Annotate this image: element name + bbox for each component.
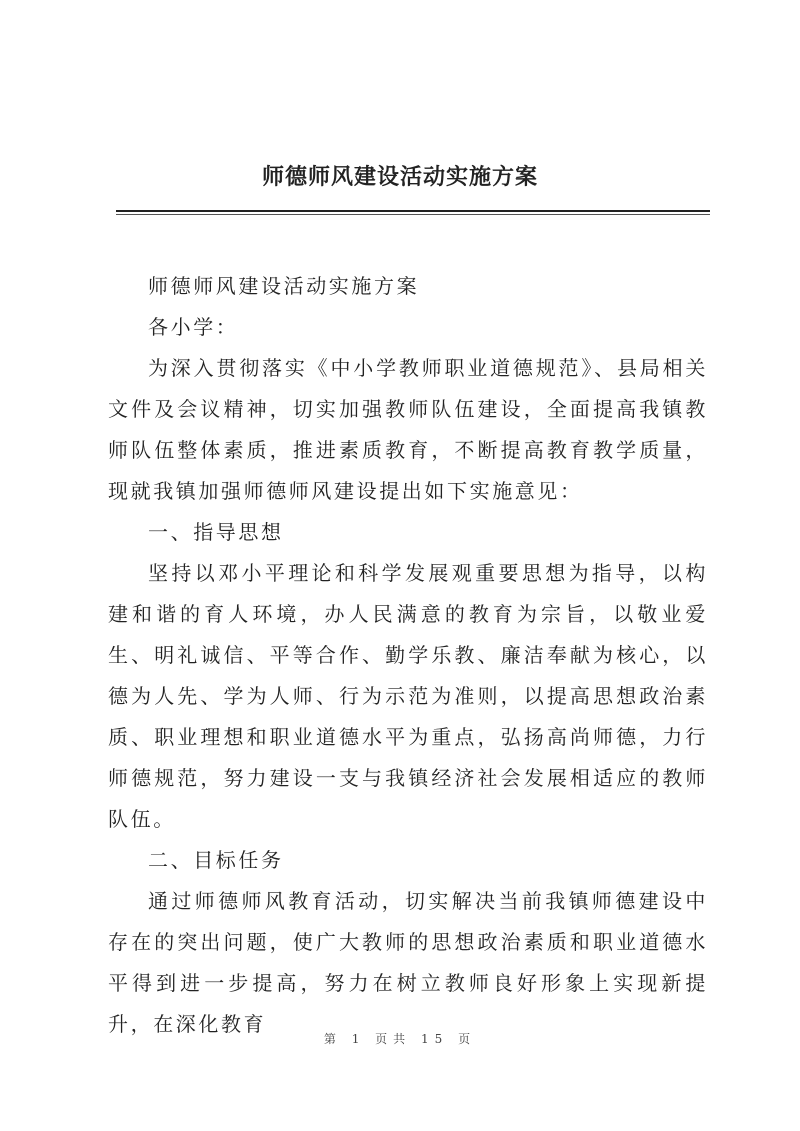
footer-total-pages: 15 (421, 1032, 449, 1046)
footer-page-number: 1 (351, 1032, 366, 1046)
body-subtitle: 师德师风建设活动实施方案 (148, 274, 420, 298)
section-heading-guiding-ideology: 一、指导思想 (148, 520, 284, 544)
footer-middle: 页共 (375, 1032, 412, 1046)
guiding-ideology-paragraph: 坚持以邓小平理论和科学发展观重要思想为指导，以构建和谐的育人环境，办人民满意的教育为宗旨，以敬业爱生、明礼诚信、平等合作、勤学乐教、廉洁奉献为核心，以德为人先、学为人师、行为示范为准则，以提高思想政治素质、职业理想和职业道德水平为重点，弘扬高尚师德，力行师德规范，努力建设一支与我镇经济社会发展相适应的教师队伍。 (108, 561, 708, 831)
document-title: 师德师风建设活动实施方案 (261, 165, 538, 190)
title-rule-thick (116, 210, 710, 212)
document-body (108, 266, 708, 1045)
title-rule-thin (116, 214, 710, 215)
intro-paragraph: 为深入贯彻落实《中小学教师职业道德规范》、县局相关文件及会议精神，切实加强教师队伍建设，全面提高我镇教师队伍整体素质，推进素质教育，不断提高教育教学质量，现就我镇加强师德师风建设提出如下实施意见： (108, 356, 708, 503)
footer-suffix: 页 (458, 1032, 477, 1046)
page-footer (0, 1030, 800, 1047)
footer-prefix: 第 (323, 1032, 342, 1046)
goals-tasks-paragraph: 通过师德师风教育活动，切实解决当前我镇师德建设中存在的突出问题，使广大教师的思想政治素质和职业道德水平得到进一步提高，努力在树立教师良好形象上实现新提升，在深化教育 (108, 889, 708, 1036)
salutation: 各小学： (148, 315, 239, 339)
section-heading-goals-tasks: 二、目标任务 (148, 848, 284, 872)
